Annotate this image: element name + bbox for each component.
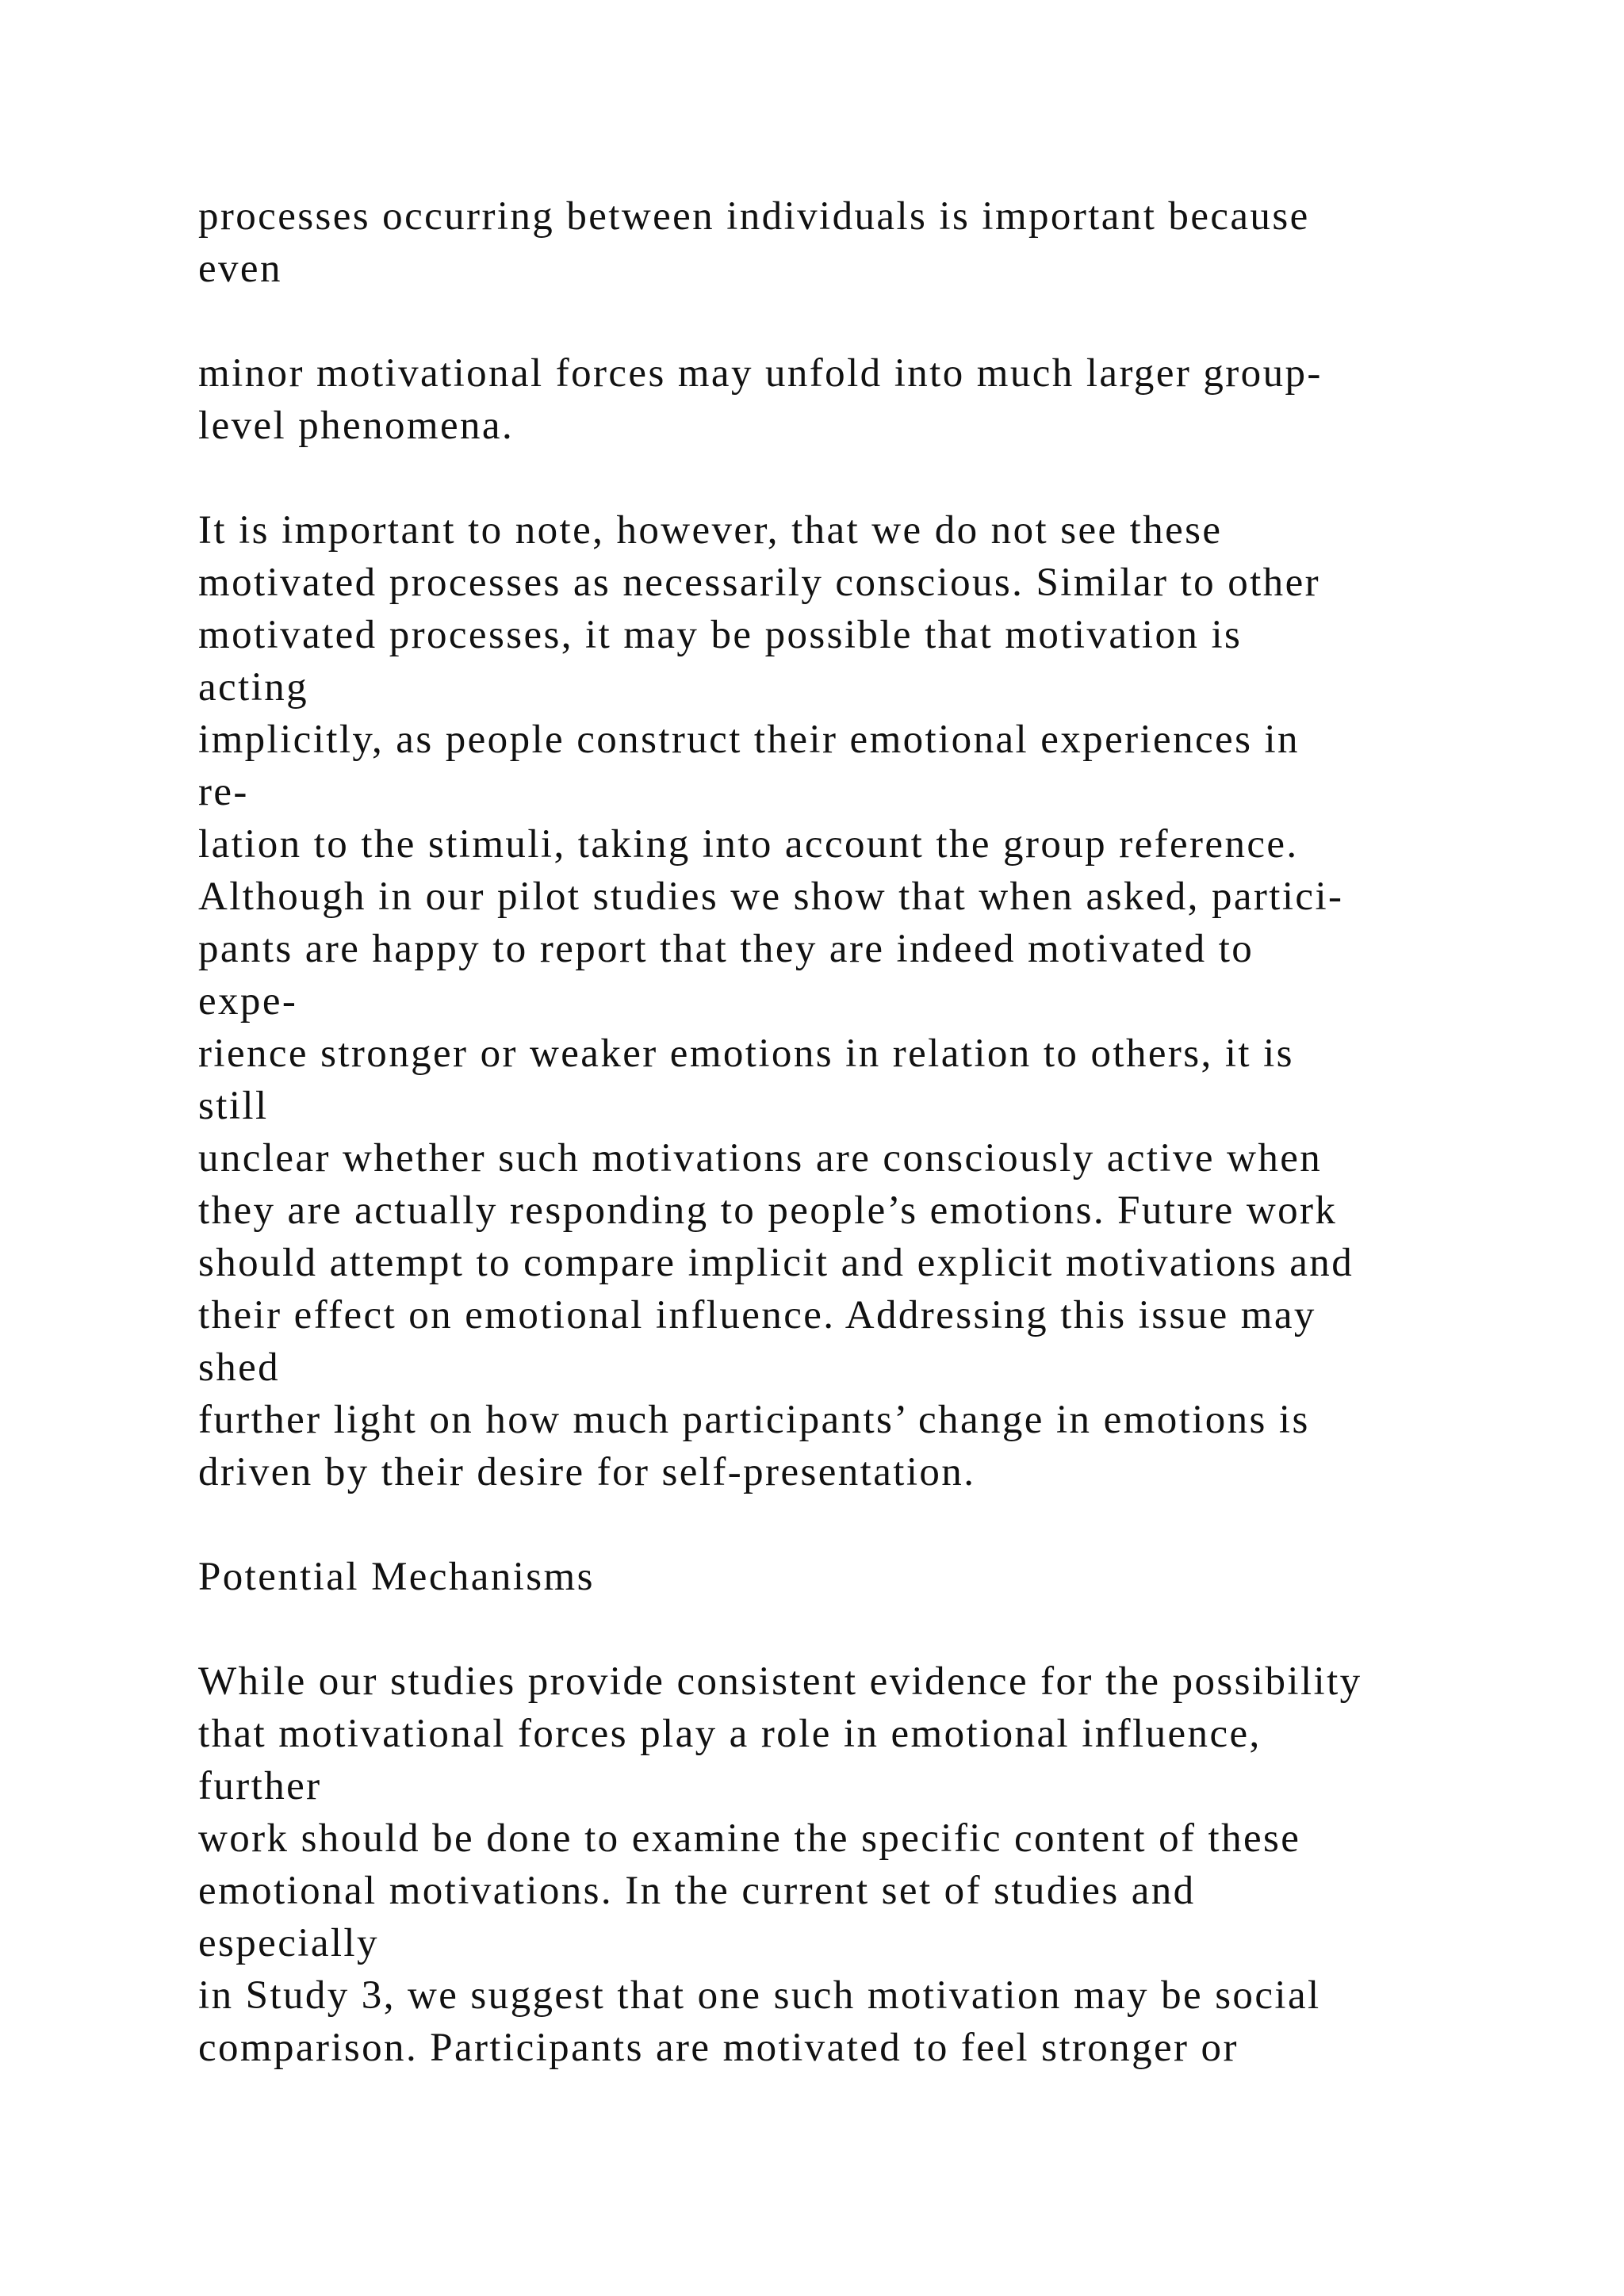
text-line: their effect on emotional influence. Addressing this issue may <box>198 1293 1316 1337</box>
text-line: processes occurring between individuals is important because <box>198 194 1310 239</box>
text-line: It is important to note, however, that we do not see these <box>198 508 1223 553</box>
text-line: should attempt to compare implicit and explicit motivations and <box>198 1241 1354 1285</box>
text-line: acting <box>198 665 309 710</box>
section-heading <box>198 1551 1546 1603</box>
paragraph-gap <box>198 1603 1546 1655</box>
text-line: comparison. Participants are motivated to feel stronger or <box>198 2026 1239 2070</box>
text-line: even <box>198 247 282 291</box>
text-line: rience stronger or weaker emotions in relation to others, it is <box>198 1031 1294 1076</box>
text-line: pants are happy to report that they are indeed motivated to <box>198 927 1254 971</box>
text-line: work should be done to examine the specific content of these <box>198 1816 1301 1861</box>
paragraph <box>198 1655 1546 2074</box>
text-line: further <box>198 1764 322 1808</box>
paragraph-gap <box>198 1498 1546 1551</box>
paragraph <box>198 347 1546 452</box>
heading-line: Potential Mechanisms <box>198 1555 595 1599</box>
text-line: re- <box>198 770 249 814</box>
paragraph-gap <box>198 452 1546 504</box>
text-line: While our studies provide consistent evidence for the possibility <box>198 1659 1362 1704</box>
text-line: Although in our pilot studies we show that when asked, partici- <box>198 874 1344 919</box>
paragraph <box>198 504 1546 1498</box>
text-line: that motivational forces play a role in emotional influence, <box>198 1712 1262 1756</box>
text-line: still <box>198 1084 269 1128</box>
text-line: implicitly, as people construct their emotional experiences in <box>198 718 1300 762</box>
body-text <box>198 190 1546 2074</box>
text-line: emotional motivations. In the current set of studies and <box>198 1869 1196 1913</box>
text-line: in Study 3, we suggest that one such motivation may be social <box>198 1973 1321 2018</box>
paragraph-gap <box>198 295 1546 347</box>
text-line: level phenomena. <box>198 404 515 448</box>
text-line: driven by their desire for self-presentation. <box>198 1450 976 1494</box>
text-line: unclear whether such motivations are consciously active when <box>198 1136 1323 1181</box>
text-line: minor motivational forces may unfold into much larger group- <box>198 351 1323 396</box>
text-line: motivated processes as necessarily conscious. Similar to other <box>198 561 1320 605</box>
paragraph <box>198 190 1546 295</box>
text-line: shed <box>198 1345 281 1390</box>
text-line: especially <box>198 1921 379 1965</box>
text-line: expe- <box>198 979 298 1024</box>
text-line: they are actually responding to people’s emotions. Future work <box>198 1188 1338 1233</box>
text-line: further light on how much participants’ change in emotions is <box>198 1398 1310 1442</box>
text-line: motivated processes, it may be possible that motivation is <box>198 613 1243 657</box>
text-line: lation to the stimuli, taking into account the group reference. <box>198 822 1299 867</box>
